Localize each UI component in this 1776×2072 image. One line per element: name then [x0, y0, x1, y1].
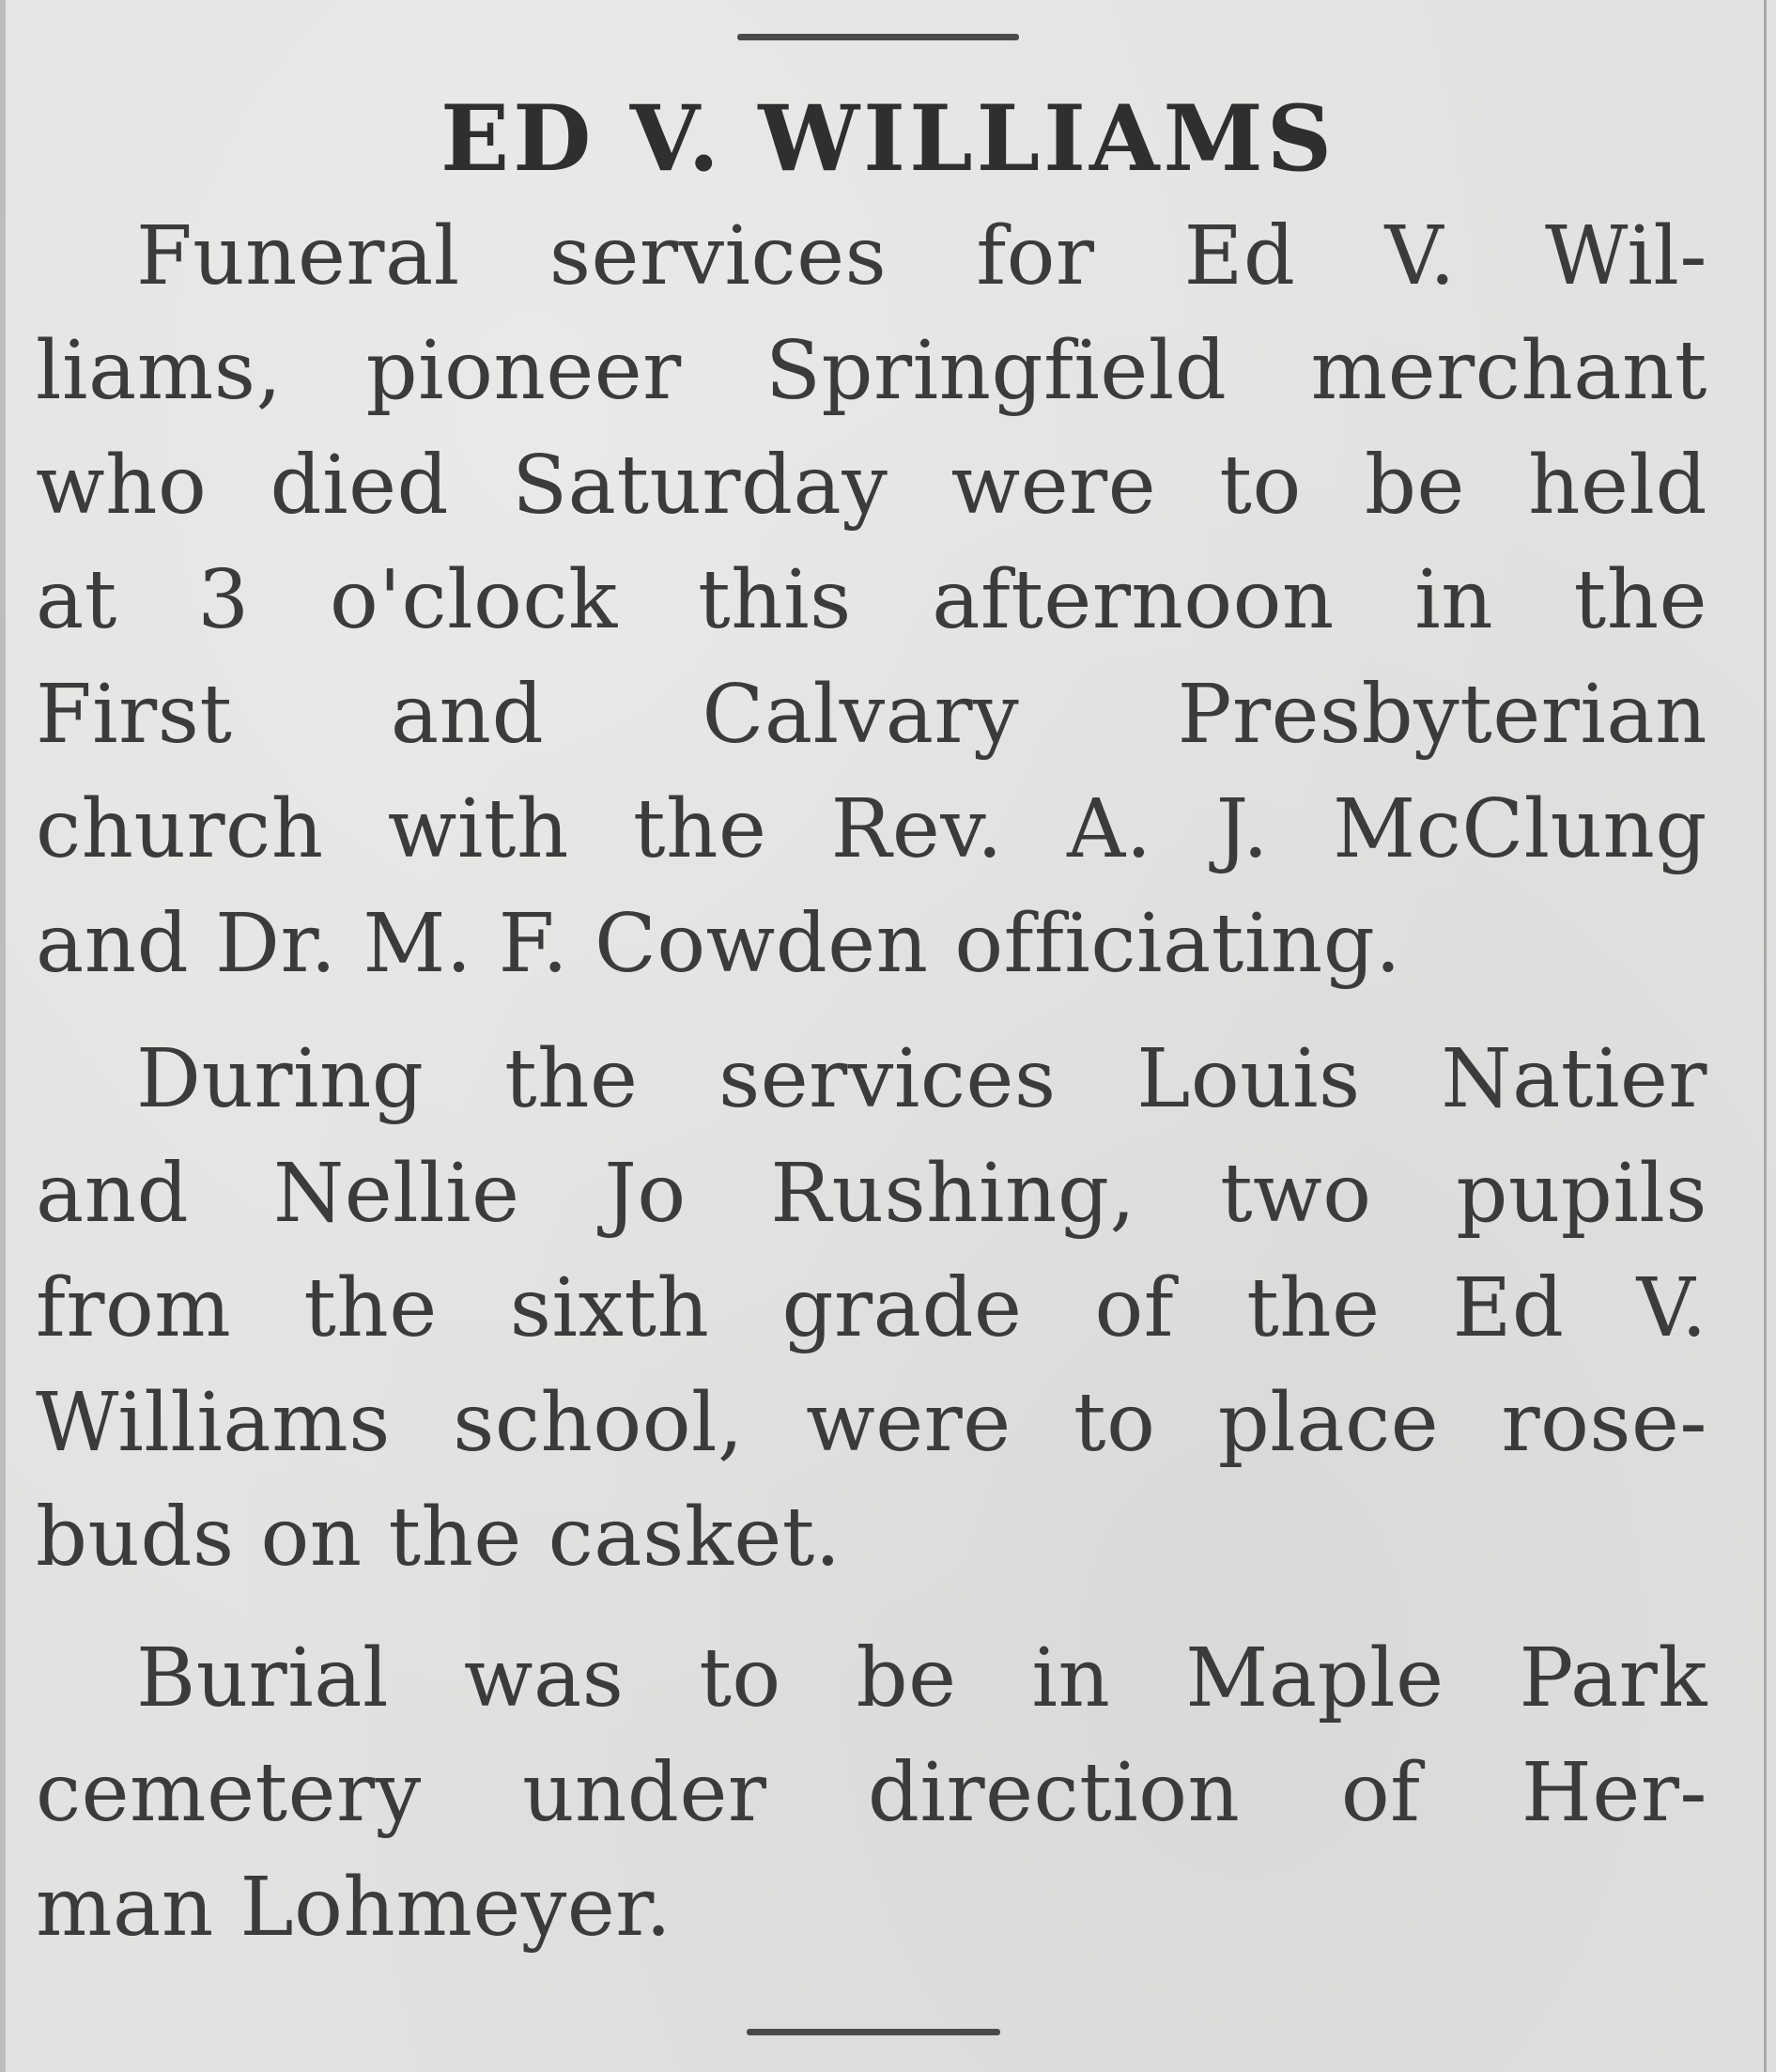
body-line: man Lohmeyer. [36, 1861, 672, 1955]
body-line: Williams school, were to place rose- [36, 1376, 1707, 1470]
body-line: from the sixth grade of the Ed V. [36, 1261, 1707, 1355]
body-line: Burial was to be in Maple Park [136, 1631, 1707, 1725]
column-rule-right [1764, 0, 1767, 2072]
top-divider-rule [737, 34, 1019, 40]
body-line: and Dr. M. F. Cowden officiating. [36, 897, 1402, 991]
body-line: During the services Louis Natier [136, 1032, 1707, 1126]
body-line: buds on the casket. [36, 1491, 842, 1585]
headline: ED V. WILLIAMS [440, 85, 1336, 192]
body-line: First and Calvary Presbyterian [36, 668, 1707, 762]
body-line: liams, pioneer Springfield merchant [36, 324, 1707, 418]
body-line: cemetery under direction of Her- [36, 1746, 1707, 1840]
body-line: Funeral services for Ed V. Wil- [136, 209, 1707, 303]
body-line: who died Saturday were to be held [36, 439, 1707, 533]
body-line: church with the Rev. A. J. McClung [36, 782, 1707, 876]
body-line: at 3 o'clock this afternoon in the [36, 553, 1707, 647]
left-edge-shadow [0, 0, 6, 2072]
body-line: and Nellie Jo Rushing, two pupils [36, 1147, 1707, 1241]
bottom-divider-rule [747, 2029, 1000, 2035]
